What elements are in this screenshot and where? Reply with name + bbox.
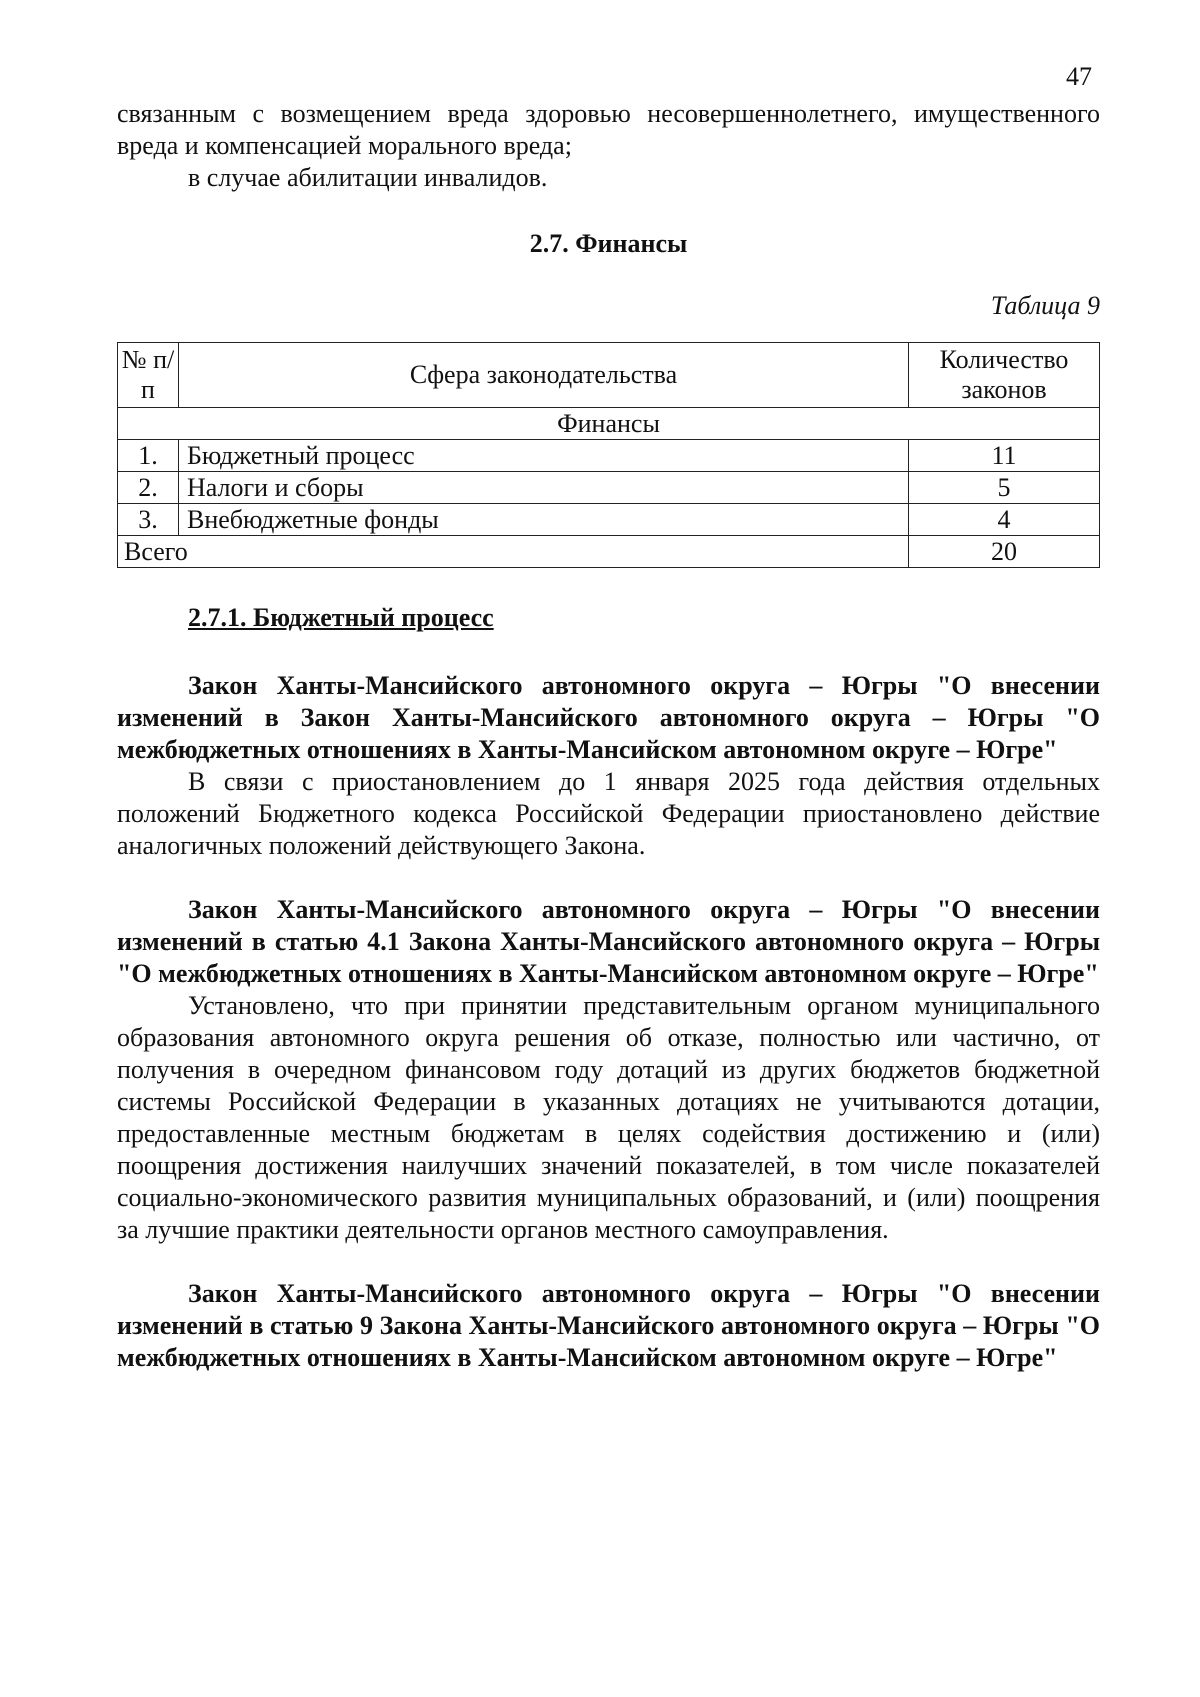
laws-table xyxy=(117,342,1100,568)
header-num: № п/п xyxy=(118,343,179,408)
table-row xyxy=(118,504,1100,536)
table-row xyxy=(118,472,1100,504)
row-num: 3. xyxy=(118,504,179,536)
table-row xyxy=(118,440,1100,472)
law-title: Закон Ханты-Мансийского автономного округа – Югры "О внесении изменений в статью 9 Закона Ханты-Мансийского автономного округа – Югры "О межбюджетных отношениях в Ханты-Мансийском автономном округе – Югре" xyxy=(117,1279,1100,1372)
row-num: 2. xyxy=(118,472,179,504)
intro-paragraph: в случае абилитации инвалидов. xyxy=(188,163,548,192)
page-content xyxy=(117,98,1100,1374)
law-body: Установлено, что при принятии представительным органом муниципального образования автономного округа решения об отказе, полностью или частично, от получения в очередном финансовом году дотаций из других бюджетов бюджетной системы Российской Федерации в указанных дотациях не учитываются дотации, предоставленные местным бюджетам в целях содействия достижению и (или) поощрения достижения наилучших значений показателей, в том числе показателей социально-экономического развития муниципальных образований, и (или) поощрения за лучшие практики деятельности органов местного самоуправления. xyxy=(117,991,1100,1244)
table-group-row xyxy=(118,408,1100,440)
row-sphere: Бюджетный процесс xyxy=(179,440,909,472)
table-header-row xyxy=(118,343,1100,408)
law-title: Закон Ханты-Мансийского автономного округа – Югры "О внесении изменений в статью 4.1 Закона Ханты-Мансийского автономного округа – Югры "О межбюджетных отношениях в Ханты-Мансийском автономном округе – Югре" xyxy=(117,895,1100,988)
row-sphere: Внебюджетные фонды xyxy=(179,504,909,536)
header-sphere: Сфера законодательства xyxy=(179,343,909,408)
law-body: В связи с приостановлением до 1 января 2025 года действия отдельных положений Бюджетного кодекса Российской Федерации приостановлено действие аналогичных положений действующего Закона. xyxy=(117,767,1100,860)
law-title: Закон Ханты-Мансийского автономного округа – Югры "О внесении изменений в Закон Ханты-Мансийского автономного округа – Югры "О межбюджетных отношениях в Ханты-Мансийском автономном округе – Югре" xyxy=(117,671,1100,764)
page-number: 47 xyxy=(1066,62,1092,91)
row-num: 1. xyxy=(118,440,179,472)
header-count: Количество законов xyxy=(909,343,1100,408)
total-value: 20 xyxy=(909,536,1100,568)
row-count: 11 xyxy=(909,440,1100,472)
section-title: 2.7. Финансы xyxy=(529,229,688,258)
total-label: Всего xyxy=(118,536,909,568)
row-count: 5 xyxy=(909,472,1100,504)
table-label: Таблица 9 xyxy=(990,291,1100,320)
subsection-title: 2.7.1. Бюджетный процесс xyxy=(188,603,494,632)
intro-paragraph: связанным с возмещением вреда здоровью несовершеннолетнего, имущественного вреда и компенсацией морального вреда; xyxy=(117,99,1100,160)
row-sphere: Налоги и сборы xyxy=(179,472,909,504)
group-title: Финансы xyxy=(118,408,1100,440)
row-count: 4 xyxy=(909,504,1100,536)
table-total-row xyxy=(118,536,1100,568)
